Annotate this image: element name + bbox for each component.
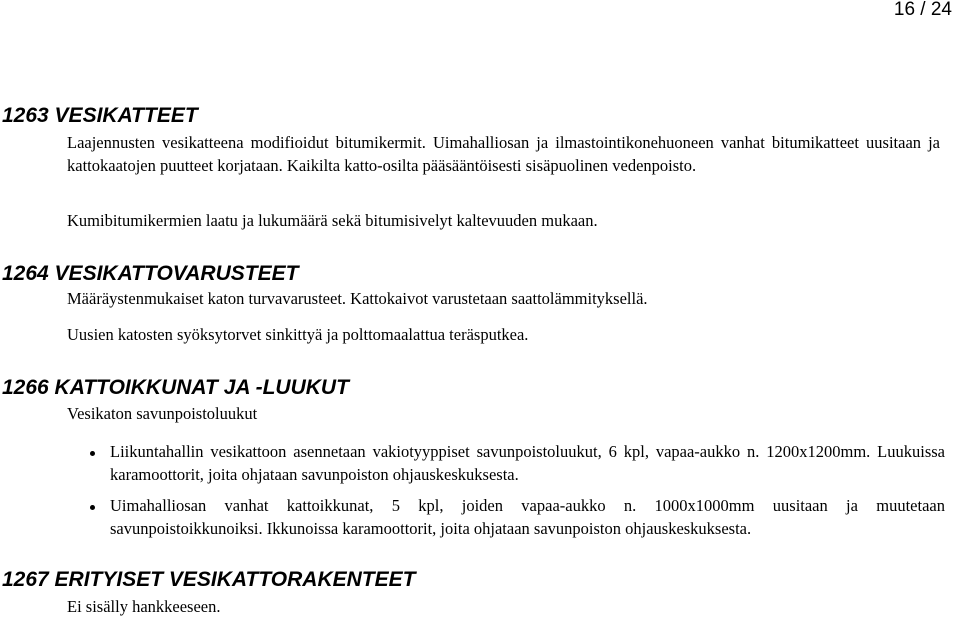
bullet-icon	[90, 451, 95, 456]
bullet-text: Uimahalliosan vanhat kattoikkunat, 5 kpl, joiden vapaa-aukko n. 1000x1000mm uusitaan ja muutetaan savunpoistoikkunoiksi. Ikkunoissa karamoottorit, joita ohjataan savunpoiston ohjauskeskuksesta.	[110, 496, 945, 538]
section-heading: 1266 KATTOIKKUNAT JA -LUUKUT	[2, 376, 349, 399]
section-heading: 1267 ERITYISET VESIKATTORAKENTEET	[2, 568, 416, 591]
bullet-icon	[90, 505, 95, 510]
section-heading: 1264 VESIKATTOVARUSTEET	[2, 262, 299, 285]
section-paragraph: Ei sisälly hankkeeseen.	[67, 597, 221, 616]
section-subheading: Vesikaton savunpoistoluukut	[67, 404, 258, 423]
section-paragraph: Laajennusten vesikatteena modifioidut bitumikermit. Uimahalliosan ja ilmastointikonehuoneen vanhat bitumikatteet uusitaan ja kattokaatojen puutteet korjataan. Kaikilta katto-osilta pääsääntöisesti sisäpuolinen vedenpoisto.	[67, 133, 940, 175]
section-paragraph: Kumibitumikermien laatu ja lukumäärä sekä bitumisivelyt kaltevuuden mukaan.	[67, 211, 598, 230]
section-paragraph: Määräystenmukaiset katon turvavarusteet. Kattokaivot varustetaan saattolämmityksellä.	[67, 289, 648, 308]
page-number: 16 / 24	[893, 0, 952, 20]
section-paragraph: Uusien katosten syöksytorvet sinkittyä ja polttomaalattua teräsputkea.	[67, 325, 529, 344]
section-heading: 1263 VESIKATTEET	[2, 104, 198, 127]
bullet-text: Liikuntahallin vesikattoon asennetaan vakiotyyppiset savunpoistoluukut, 6 kpl, vapaa-aukko n. 1200x1200mm. Luukuissa karamoottorit, joita ohjataan savunpoiston ohjauskeskuksesta.	[110, 442, 945, 484]
